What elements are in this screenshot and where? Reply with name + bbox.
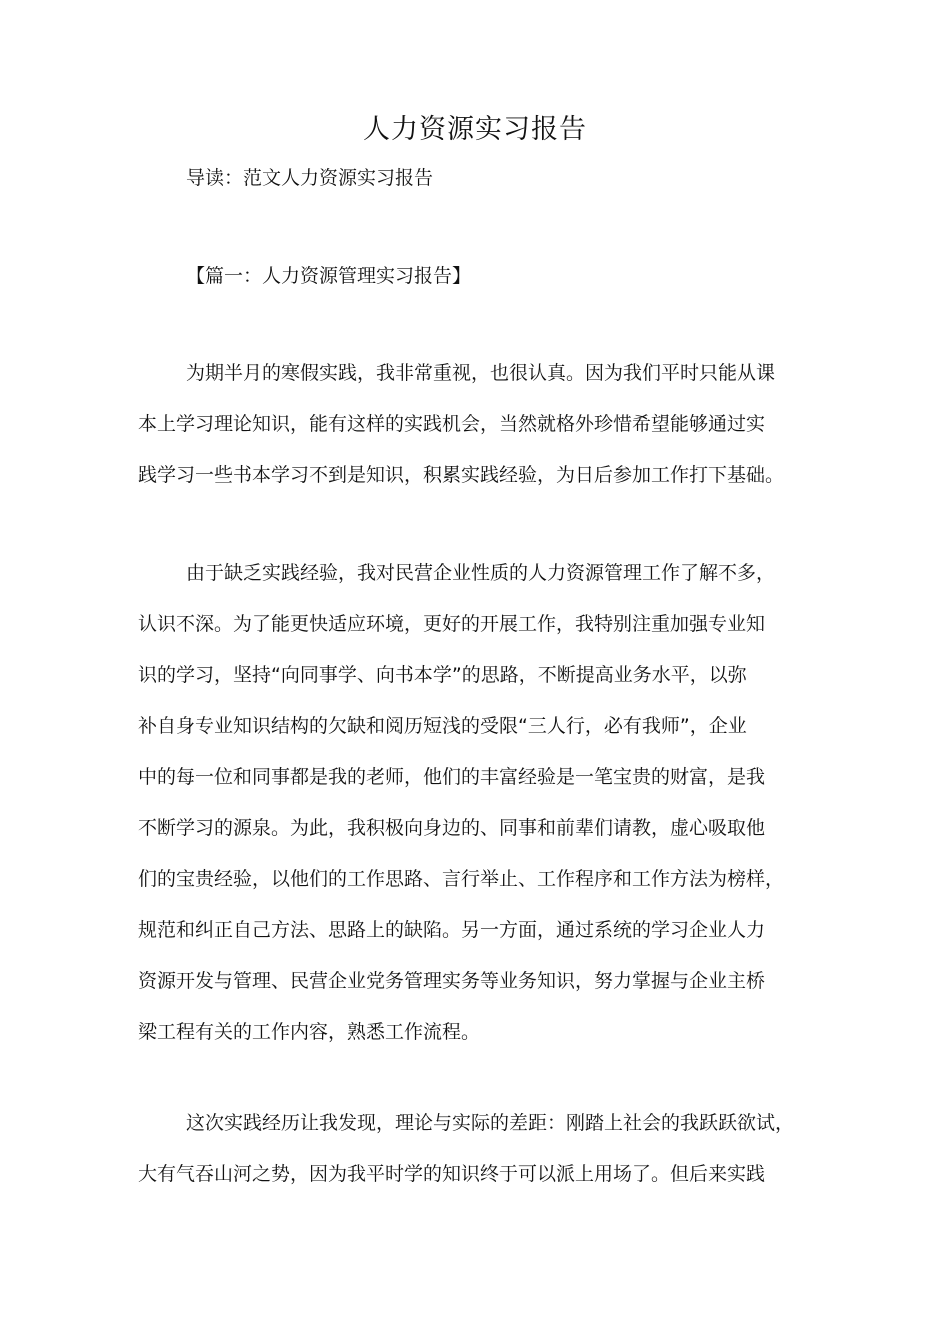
paragraph-line: 补自身专业知识结构的欠缺和阅历短浅的受限“三人行，必有我师”，企业 <box>138 715 747 737</box>
paragraph-line: 梁工程有关的工作内容，熟悉工作流程。 <box>138 1021 481 1043</box>
paragraph-line: 识的学习，坚持“向同事学、向书本学”的思路，不断提高业务水平，以弥 <box>138 664 747 686</box>
paragraph-line: 由于缺乏实践经验，我对民营企业性质的人力资源管理工作了解不多， <box>186 562 776 584</box>
paragraph-line: 认识不深。为了能更快适应环境，更好的开展工作，我特别注重加强专业知 <box>138 613 766 635</box>
paragraph-line: 本上学习理论知识，能有这样的实践机会，当然就格外珍惜希望能够通过实 <box>138 413 766 435</box>
paragraph-line: 不断学习的源泉。为此，我积极向身边的、同事和前辈们请教，虚心吸取他 <box>138 817 766 839</box>
paragraph-line: 践学习一些书本学习不到是知识，积累实践经验，为日后参加工作打下基础。 <box>138 464 785 486</box>
section-heading: 【篇一：人力资源管理实习报告】 <box>186 265 472 287</box>
paragraph-line: 规范和纠正自己方法、思路上的缺陷。另一方面，通过系统的学习企业人力 <box>138 919 766 941</box>
paragraph-1 <box>138 348 828 501</box>
paragraph-2 <box>138 548 828 1058</box>
paragraph-line: 大有气吞山河之势，因为我平时学的知识终于可以派上用场了。但后来实践 <box>138 1163 766 1185</box>
paragraph-3 <box>138 1098 828 1200</box>
paragraph-line: 为期半月的寒假实践，我非常重视，也很认真。因为我们平时只能从课 <box>186 362 776 384</box>
paragraph-line: 们的宝贵经验，以他们的工作思路、言行举止、工作程序和工作方法为榜样， <box>138 868 785 890</box>
guide-line: 导读：范文人力资源实习报告 <box>186 167 434 189</box>
document-title: 人力资源实习报告 <box>363 114 587 145</box>
paragraph-line: 这次实践经历让我发现，理论与实际的差距：刚踏上社会的我跃跃欲试， <box>186 1112 795 1134</box>
paragraph-line: 中的每一位和同事都是我的老师，他们的丰富经验是一笔宝贵的财富，是我 <box>138 766 766 788</box>
paragraph-line: 资源开发与管理、民营企业党务管理实务等业务知识，努力掌握与企业主桥 <box>138 970 766 992</box>
